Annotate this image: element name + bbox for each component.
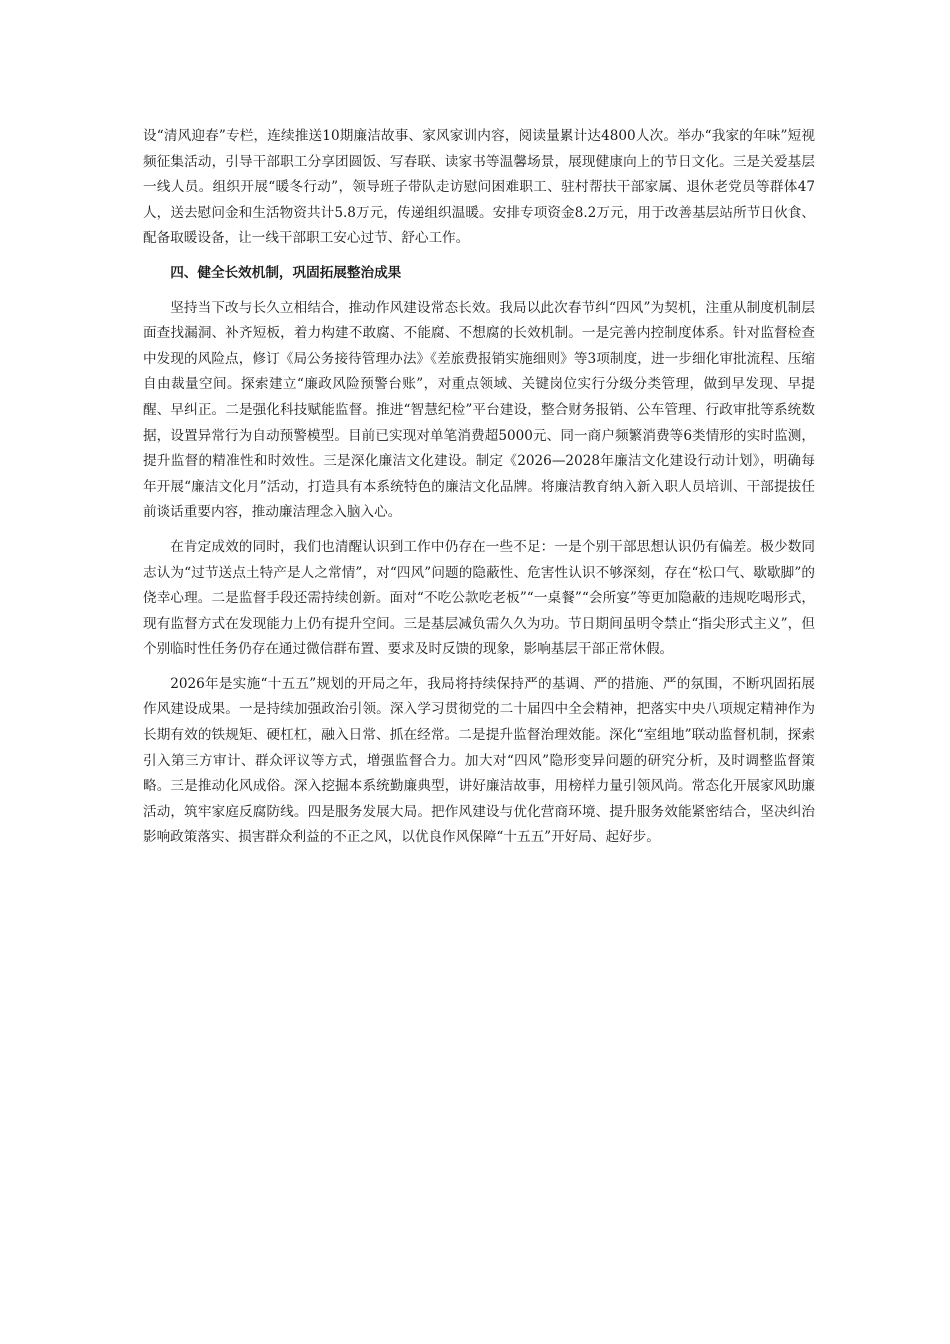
paragraph-next-steps: 2026年是实施“十五五”规划的开局之年，我局将持续保持严的基调、严的措施、严的氛围，不断巩固拓展作风建设成果。一是持续加强政治引领。深入学习贯彻党的二十届四中全会精神，把落实中央八项规定精神作为长期有效的铁规矩、硬杠杠，融入日常、抓在经常。二是提升监督治理效能。深化“室组地”联动监督机制，探索引入第三方审计、群众评议等方式，增强监督合力。加大对“四风”隐形变异问题的研究分析，及时调整监督策略。三是推动化风成俗。深入挖掘本系统勤廉典型，讲好廉洁故事，用榜样力量引领风尚。常态化开展家风助廉活动，筑牢家庭反腐防线。四是服务发展大局。把作风建设与优化营商环境、提升服务效能紧密结合，坚决纠治影响政策落实、损害群众利益的不正之风，以优良作风保障“十五五”开好局、起好步。	[143, 675, 815, 846]
section-heading: 四、健全长效机制，巩固拓展整治成果	[170, 264, 402, 281]
paragraph-continued: 设“清风迎春”专栏，连续推送10期廉洁故事、家风家训内容，阅读量累计达4800人次。举办“我家的年味”短视频征集活动，引导干部职工分享团圆饭、写春联、读家书等温馨场景，展现健康向上的节日文化。三是关爱基层一线人员。组织开展“暖冬行动”，领导班子带队走访慰问困难职工、驻村帮扶干部家属、退休老党员等群体47人，送去慰问金和生活物资共计5.8万元，传递组织温暖。安排专项资金8.2万元，用于改善基层站所节日伙食、配备取暖设备，让一线干部职工安心过节、舒心工作。	[143, 128, 815, 247]
document-page	[143, 124, 815, 860]
paragraph-long-term-mechanism: 坚持当下改与长久立相结合，推动作风建设常态长效。我局以此次春节纠“四风”为契机，注重从制度机制层面查找漏洞、补齐短板，着力构建不敢腐、不能腐、不想腐的长效机制。一是完善内控制度体系。针对监督检查中发现的风险点，修订《局公务接待管理办法》《差旅费报销实施细则》等3项制度，进一步细化审批流程、压缩自由裁量空间。探索建立“廉政风险预警台账”，对重点领域、关键岗位实行分级分类管理，做到早发现、早提醒、早纠正。二是强化科技赋能监督。推进“智慧纪检”平台建设，整合财务报销、公车管理、行政审批等系统数据，设置异常行为自动预警模型。目前已实现对单笔消费超5000元、同一商户频繁消费等6类情形的实时监测，提升监督的精准性和时效性。三是深化廉洁文化建设。制定《2026—2028年廉洁文化建设行动计划》，明确每年开展“廉洁文化月”活动，打造具有本系统特色的廉洁文化品牌。将廉洁教育纳入新入职人员培训、干部提拔任前谈话重要内容，推动廉洁理念入脑入心。	[143, 299, 815, 521]
paragraph-shortcomings: 在肯定成效的同时，我们也清醒认识到工作中仍存在一些不足：一是个别干部思想认识仍有偏差。极少数同志认为“过节送点土特产是人之常情”，对“四风”问题的隐蔽性、危害性认识不够深刻，存在“松口气、歇歇脚”的侥幸心理。二是监督手段还需持续创新。面对“不吃公款吃老板”“一桌餐”“会所宴”等更加隐蔽的违规吃喝形式，现有监督方式在发现能力上仍有提升空间。三是基层减负需久久为功。节日期间虽明令禁止“指尖形式主义”，但个别临时性任务仍存在通过微信群布置、要求及时反馈的现象，影响基层干部正常休假。	[143, 538, 815, 658]
